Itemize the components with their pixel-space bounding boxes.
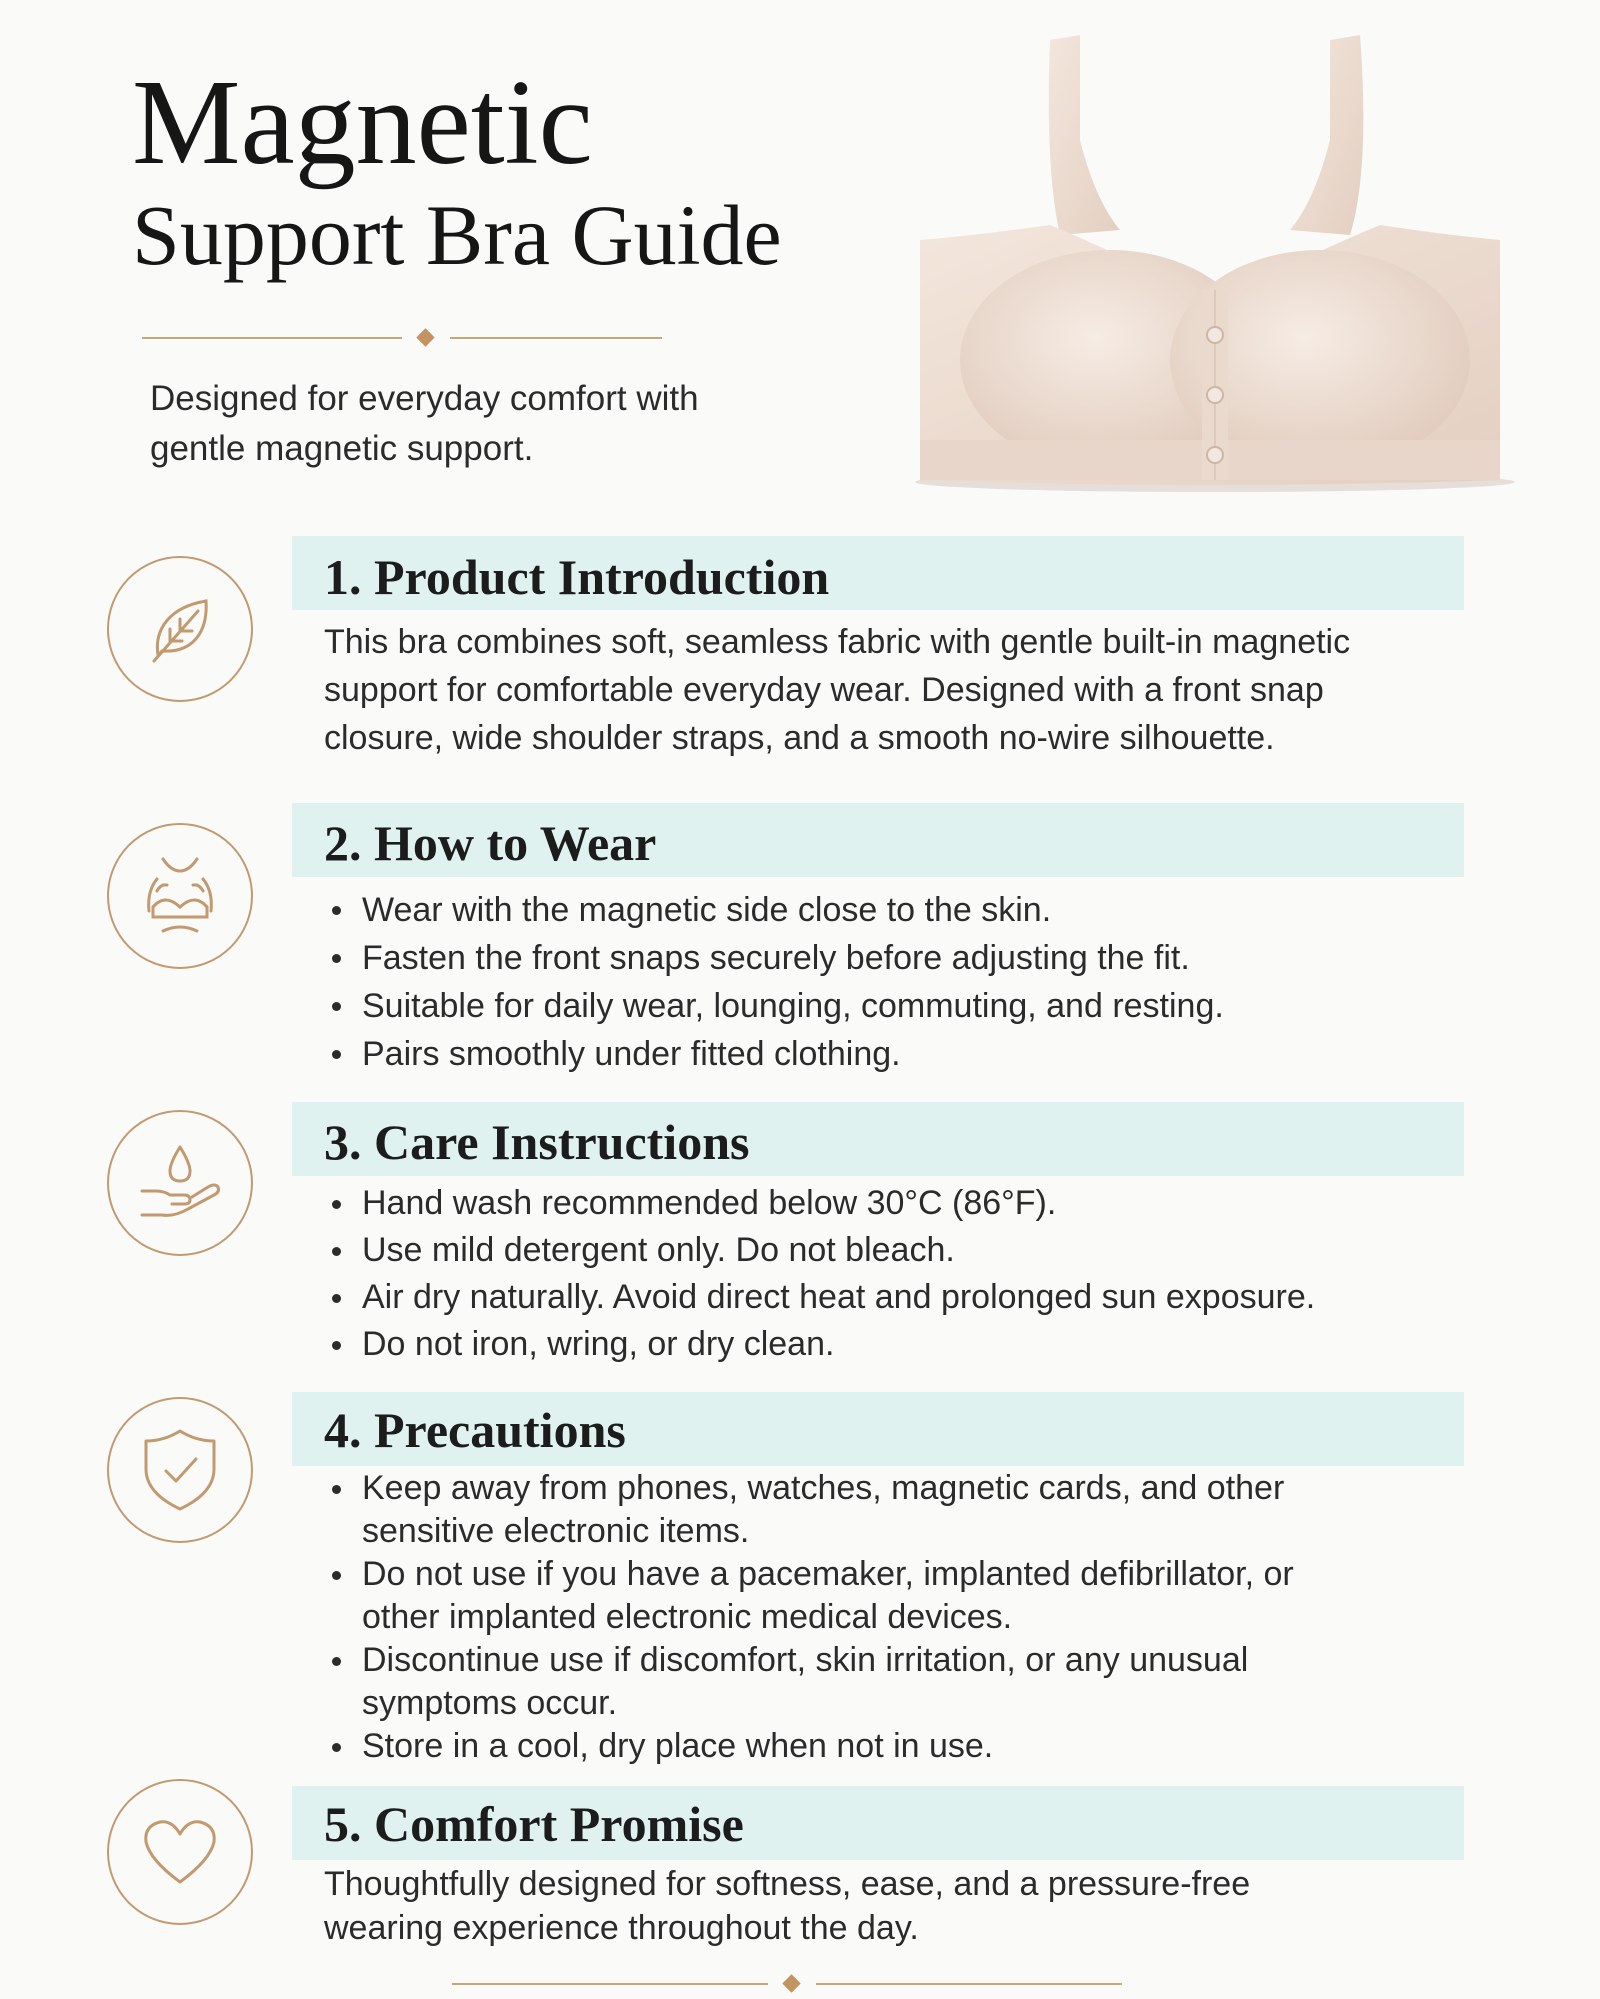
list-item: Store in a cool, dry place when not in use. [324, 1725, 1342, 1768]
list-item: Use mild detergent only. Do not bleach. [324, 1227, 1444, 1274]
product-image [880, 20, 1520, 500]
intro-text: Designed for everyday comfort with gentle magnetic support. [150, 379, 699, 468]
section-4-list [324, 1467, 1444, 1768]
heart-icon [140, 1816, 220, 1888]
shield-check-icon [138, 1425, 222, 1515]
list-item: Pairs smoothly under fitted clothing. [324, 1030, 1444, 1078]
list-item: Discontinue use if discomfort, skin irritation, or any unusual symptoms occur. [324, 1639, 1342, 1725]
section-2-title: 2. How to Wear [324, 815, 657, 871]
section-3-body [324, 1180, 1444, 1368]
page-title: Magnetic [132, 55, 593, 190]
section-1-title: 1. Product Introduction [324, 549, 830, 605]
section-5-body [324, 1862, 1444, 1950]
section-2-body [324, 886, 1444, 1078]
list-item: Keep away from phones, watches, magnetic cards, and other sensitive electronic items. [324, 1467, 1342, 1553]
section-5-icon-circle [107, 1779, 253, 1925]
list-item: Wear with the magnetic side close to the skin. [324, 886, 1444, 934]
list-item: Hand wash recommended below 30°C (86°F). [324, 1180, 1444, 1227]
section-2-list [324, 886, 1444, 1078]
section-4-body [324, 1467, 1444, 1768]
list-item: Do not use if you have a pacemaker, implanted defibrillator, or other implanted electronic medical devices. [324, 1553, 1342, 1639]
page-subtitle: Support Bra Guide [132, 187, 782, 283]
section-1-body [324, 618, 1444, 762]
list-item: Do not iron, wring, or dry clean. [324, 1321, 1444, 1368]
list-item: Air dry naturally. Avoid direct heat and prolonged sun exposure. [324, 1274, 1444, 1321]
leaf-icon [140, 589, 220, 669]
section-5-text: Thoughtfully designed for softness, ease, and a pressure-free wearing experience throughout the day. [324, 1865, 1251, 1947]
section-3-title: 3. Care Instructions [324, 1114, 750, 1170]
section-4-icon-circle [107, 1397, 253, 1543]
section-4-title: 4. Precautions [324, 1402, 626, 1458]
hand-water-drop-icon [134, 1137, 226, 1229]
section-3-icon-circle [107, 1110, 253, 1256]
section-2-icon-circle [107, 823, 253, 969]
torso-bra-icon [135, 851, 225, 941]
section-1-icon-circle [107, 556, 253, 702]
list-item: Suitable for daily wear, lounging, commuting, and resting. [324, 982, 1444, 1030]
list-item: Fasten the front snaps securely before adjusting the fit. [324, 934, 1444, 982]
section-3-list [324, 1180, 1444, 1368]
section-1-text: This bra combines soft, seamless fabric with gentle built-in magnetic support for comfortable everyday wear. Designed with a front snap closure, wide shoulder straps, and a smooth no-wire silhouette. [324, 623, 1351, 757]
section-5-title: 5. Comfort Promise [324, 1796, 744, 1852]
